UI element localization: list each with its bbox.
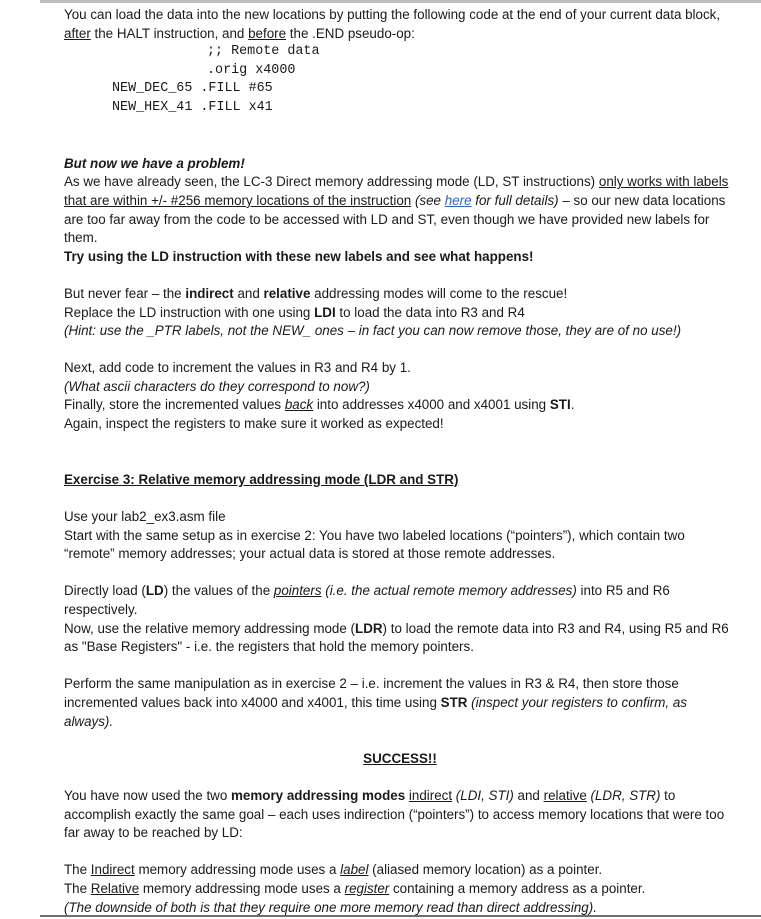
- code-line-comment: ;; Remote data: [207, 44, 320, 60]
- relative-summary: The Relative memory addressing mode uses a register containing a memory address as a pointer.: [64, 880, 646, 896]
- ex3-load-paragraph: Directly load (LD) the values of the pointers (i.e. the actual remote memory addresses) into R5 and R6 respectively.: [64, 583, 670, 617]
- store-line: Finally, store the incremented values back into addresses x4000 and x4001 using STI.: [64, 397, 575, 413]
- before-emphasis: before: [248, 25, 287, 41]
- document-body: [64, 6, 736, 917]
- ex3-setup-paragraph: Start with the same setup as in exercise 2: You have two labeled locations (“pointers”), which contain two “remote” memory addresses; your actual data is stored at those remote addresses.: [64, 527, 685, 562]
- bottom-border: [40, 915, 761, 917]
- ascii-question: (What ascii characters do they correspond to now?): [64, 378, 370, 394]
- downside-note: (The downside of both is that they require one more memory read than direct addressing).: [64, 899, 597, 915]
- details-link[interactable]: here: [444, 192, 472, 208]
- indirect-summary: The Indirect memory addressing mode uses a label (aliased memory location) as a pointer.: [64, 862, 603, 878]
- code-line-hex: NEW_HEX_41 .FILL x41: [112, 99, 273, 115]
- inspect-line: Again, inspect the registers to make sure it worked as expected!: [64, 416, 444, 432]
- ex3-perform-paragraph: Perform the same manipulation as in exercise 2 – i.e. increment the values in R3 & R4, then store those incremented values back into x4000 and x4001, this time using STR (inspect your registers to confirm, as always).: [64, 676, 687, 729]
- next-line: Next, add code to increment the values in R3 and R4 by 1.: [64, 360, 411, 376]
- summary-paragraph: You have now used the two memory addressing modes indirect (LDI, STI) and relative (LDR, STR) to accomplish exactly the same goal – each uses indirection (“pointers”) to access memory locations that were too far away to be reached by LD:: [64, 787, 725, 841]
- ex3-file-line: Use your lab2_ex3.asm file: [64, 509, 226, 525]
- hint-line: (Hint: use the _PTR labels, not the NEW_ ones – in fact you can now remove those, they are of no use!): [64, 323, 682, 339]
- after-emphasis: after: [64, 25, 91, 41]
- problem-paragraph: As we have already seen, the LC-3 Direct memory addressing mode (LD, ST instructions) only works with labels that are within +/- #256 memory locations of the instruction (see here for full details) – so our new data locations are too far away from the code to be accessed with LD and ST, even though we have provided new labels for them.: [64, 174, 729, 246]
- code-line-dec: NEW_DEC_65 .FILL #65: [112, 81, 273, 97]
- exercise3-heading: Exercise 3: Relative memory addressing mode (LDR and STR): [64, 471, 459, 487]
- fear-line: But never fear – the indirect and relative addressing modes will come to the rescue!: [64, 285, 568, 301]
- ex3-ldr-paragraph: Now, use the relative memory addressing mode (LDR) to load the remote data into R3 and R4, using R5 and R6 as "Base Registers" - i.e. the registers that hold the memory pointers.: [64, 620, 729, 655]
- problem-heading: But now we have a problem!: [64, 155, 245, 171]
- problem-instruction: Try using the LD instruction with these new labels and see what happens!: [64, 248, 534, 264]
- top-border: [40, 0, 761, 3]
- code-line-orig: .orig x4000: [207, 62, 296, 78]
- replace-line: Replace the LD instruction with one using LDI to load the data into R3 and R4: [64, 304, 525, 320]
- intro-paragraph: You can load the data into the new locations by putting the following code at the end of your current data block, after the HALT instruction, and before the .END pseudo-op:: [64, 7, 721, 41]
- success-banner: SUCCESS!!: [363, 750, 437, 766]
